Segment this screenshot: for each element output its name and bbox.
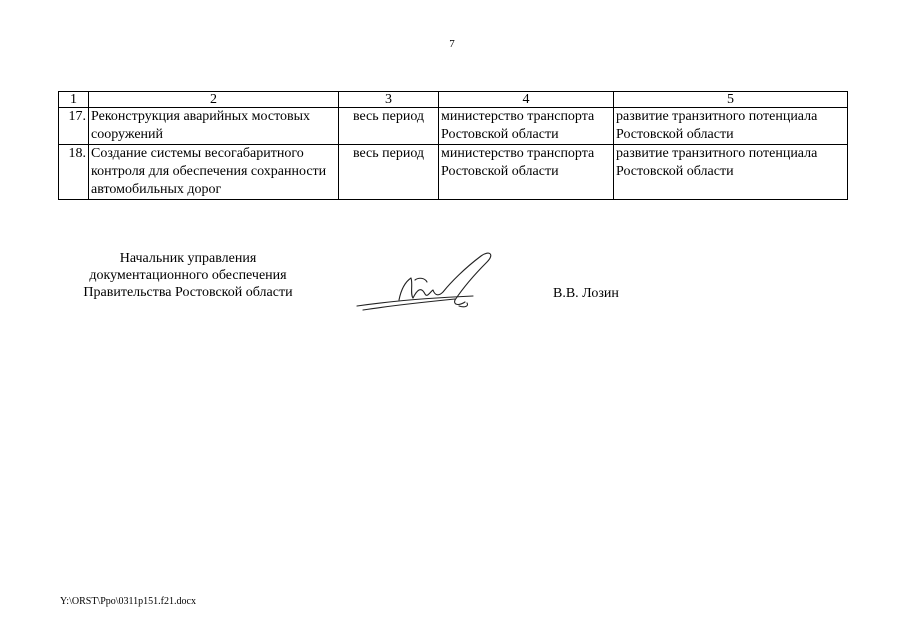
- row-number: 17.: [59, 108, 89, 145]
- signatory-position: [70, 250, 306, 301]
- signer-name: В.В. Лозин: [553, 286, 619, 301]
- header-col-5: 5: [614, 92, 848, 108]
- table-row: [59, 108, 848, 145]
- handwritten-signature-icon: [355, 250, 510, 312]
- header-col-4: 4: [439, 92, 614, 108]
- measure-name: Реконструкция аварийных мостовых сооружений: [89, 108, 339, 145]
- position-line: Начальник управления: [119, 251, 257, 266]
- table-header-row: [59, 92, 848, 108]
- measure-executor: министерство транспорта Ростовской области: [439, 108, 614, 145]
- table-row: [59, 145, 848, 200]
- position-line: Правительства Ростовской области: [83, 285, 293, 300]
- measure-goal: развитие транзитного потенциала Ростовской области: [614, 145, 848, 200]
- page-number: 7: [449, 38, 455, 50]
- measure-period: весь период: [339, 145, 439, 200]
- file-path: Y:\ORST\Ppo\0311p151.f21.docx: [60, 596, 196, 607]
- header-col-3: 3: [339, 92, 439, 108]
- measure-executor: министерство транспорта Ростовской области: [439, 145, 614, 200]
- header-col-1: 1: [59, 92, 89, 108]
- measure-period: весь период: [339, 108, 439, 145]
- header-col-2: 2: [89, 92, 339, 108]
- measure-name: Создание системы весогабаритного контроля для обеспечения сохранности автомобильных дорог: [89, 145, 339, 200]
- position-line: документационного обеспечения: [89, 268, 287, 283]
- measures-table: [58, 91, 848, 200]
- measure-goal: развитие транзитного потенциала Ростовской области: [614, 108, 848, 145]
- row-number: 18.: [59, 145, 89, 200]
